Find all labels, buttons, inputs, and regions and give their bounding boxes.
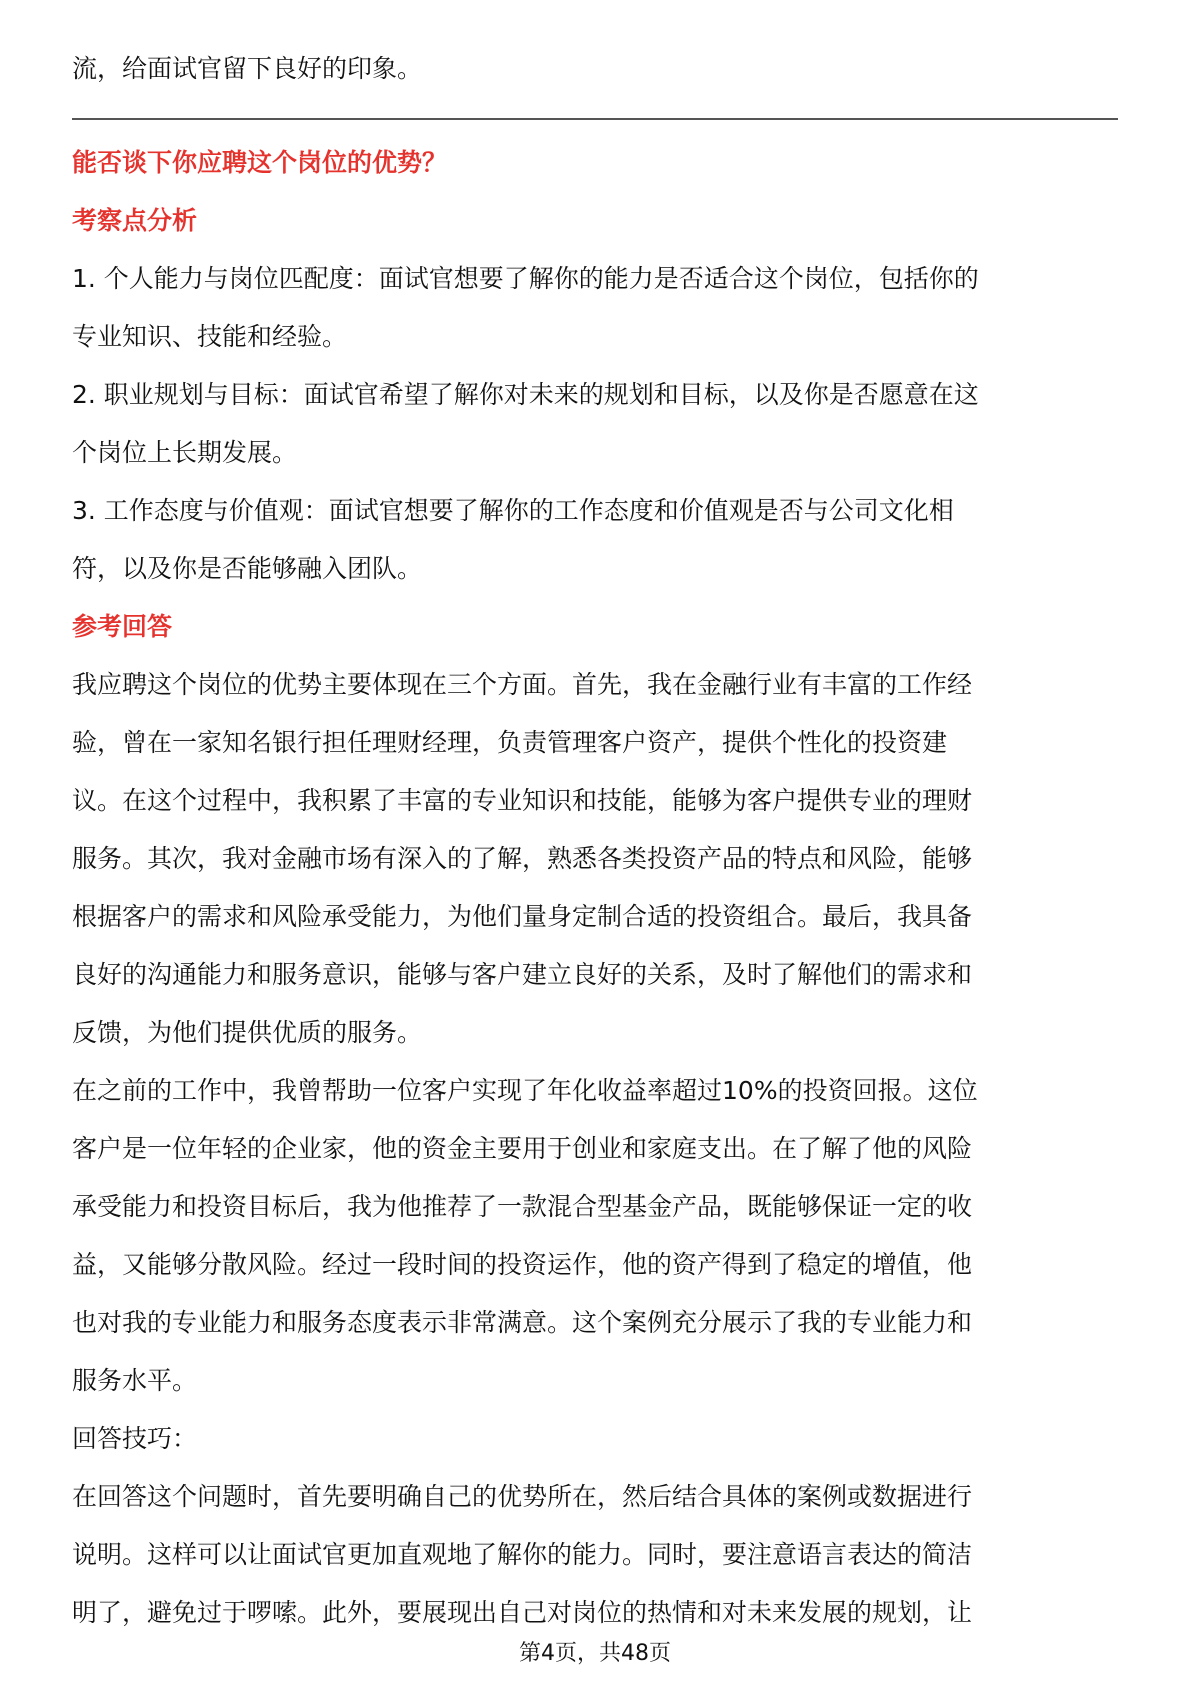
question-heading: 能否谈下你应聘这个岗位的优势？ bbox=[72, 148, 448, 177]
answer-line: 客户是一位年轻的企业家，他的资金主要用于创业和家庭支出。在了解了他的风险 bbox=[72, 1134, 973, 1163]
analysis-line: 3. 工作态度与价值观：面试官想要了解你的工作态度和价值观是否与公司文化相 bbox=[72, 496, 954, 525]
analysis-line: 2. 职业规划与目标：面试官希望了解你对未来的规划和目标，以及你是否愿意在这 bbox=[72, 380, 979, 409]
answer-line: 也对我的专业能力和服务态度表示非常满意。这个案例充分展示了我的专业能力和 bbox=[72, 1308, 973, 1337]
tips-line: 说明。这样可以让面试官更加直观地了解你的能力。同时，要注意语言表达的简洁 bbox=[72, 1540, 973, 1569]
answer-line: 服务水平。 bbox=[72, 1366, 198, 1395]
analysis-heading: 考察点分析 bbox=[72, 206, 198, 235]
answer-heading: 参考回答 bbox=[72, 612, 173, 641]
answer-body bbox=[72, 656, 1118, 1410]
analysis-line: 符，以及你是否能够融入团队。 bbox=[72, 554, 423, 583]
document-page bbox=[72, 40, 1118, 1642]
tips-heading: 回答技巧： bbox=[72, 1424, 198, 1453]
intro-tail-text: 流，给面试官留下良好的印象。 bbox=[72, 54, 423, 83]
answer-line: 承受能力和投资目标后，我为他推荐了一款混合型基金产品，既能够保证一定的收 bbox=[72, 1192, 973, 1221]
analysis-line: 专业知识、技能和经验。 bbox=[72, 322, 348, 351]
tips-line: 明了，避免过于啰嗦。此外，要展现出自己对岗位的热情和对未来发展的规划，让 bbox=[72, 1598, 973, 1627]
section-divider bbox=[72, 118, 1118, 120]
tips-line: 在回答这个问题时，首先要明确自己的优势所在，然后结合具体的案例或数据进行 bbox=[72, 1482, 973, 1511]
analysis-line: 个岗位上长期发展。 bbox=[72, 438, 298, 467]
answer-line: 验，曾在一家知名银行担任理财经理，负责管理客户资产，提供个性化的投资建 bbox=[72, 728, 948, 757]
answer-line: 服务。其次，我对金融市场有深入的了解，熟悉各类投资产品的特点和风险，能够 bbox=[72, 844, 973, 873]
analysis-body bbox=[72, 250, 1118, 598]
answer-line: 我应聘这个岗位的优势主要体现在三个方面。首先，我在金融行业有丰富的工作经 bbox=[72, 670, 973, 699]
answer-line: 益，又能够分散风险。经过一段时间的投资运作，他的资产得到了稳定的增值，他 bbox=[72, 1250, 973, 1279]
answer-line: 议。在这个过程中，我积累了丰富的专业知识和技能，能够为客户提供专业的理财 bbox=[72, 786, 973, 815]
analysis-line: 1. 个人能力与岗位匹配度：面试官想要了解你的能力是否适合这个岗位，包括你的 bbox=[72, 264, 979, 293]
answer-line: 在之前的工作中，我曾帮助一位客户实现了年化收益率超过10%的投资回报。这位 bbox=[72, 1076, 978, 1105]
answer-line: 反馈，为他们提供优质的服务。 bbox=[72, 1018, 423, 1047]
answer-line: 根据客户的需求和风险承受能力，为他们量身定制合适的投资组合。最后，我具备 bbox=[72, 902, 973, 931]
page-number-footer: 第4页，共48页 bbox=[519, 1641, 671, 1666]
tips-body bbox=[72, 1468, 1118, 1642]
answer-line: 良好的沟通能力和服务意识，能够与客户建立良好的关系，及时了解他们的需求和 bbox=[72, 960, 973, 989]
